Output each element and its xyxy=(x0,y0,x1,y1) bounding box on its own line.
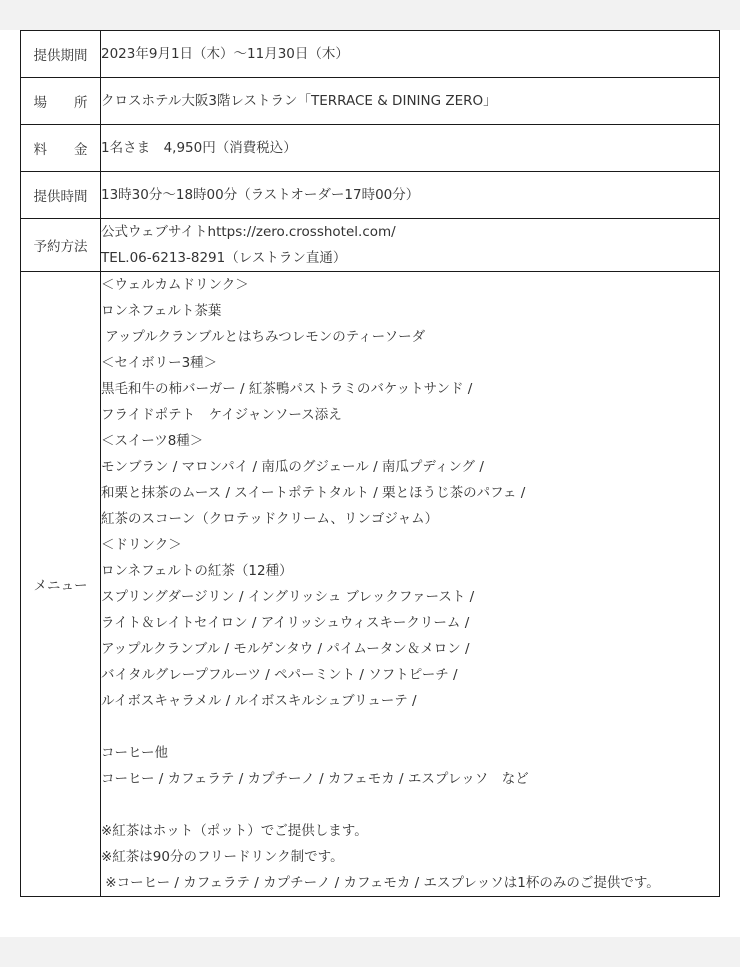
row-price xyxy=(21,125,720,172)
reservation-website[interactable]: 公式ウェブサイトhttps://zero.crosshotel.com/ xyxy=(101,224,396,240)
event-info-table xyxy=(20,30,720,897)
menu-line: アップルクランブルとはちみつレモンのティーソーダ xyxy=(101,329,426,345)
menu-line: ロンネフェルト茶葉 xyxy=(101,303,222,319)
menu-line: ＜スイーツ8種＞ xyxy=(101,433,204,449)
row-menu xyxy=(21,272,720,897)
label-hours: 提供時間 xyxy=(21,172,101,219)
label-period: 提供期間 xyxy=(21,31,101,78)
label-price: 料 金 xyxy=(21,125,101,172)
price-text: 1名さま 4,950円（消費税込） xyxy=(101,140,297,156)
row-hours xyxy=(21,172,720,219)
menu-line: モンブラン / マロンパイ / 南瓜のグジェール / 南瓜プディング / xyxy=(101,459,484,475)
menu-line: ロンネフェルトの紅茶（12種） xyxy=(101,563,293,579)
menu-line: ルイボスキャラメル / ルイボスキルシュブリューテ / xyxy=(101,693,417,709)
menu-line: ＜ドリンク＞ xyxy=(101,537,182,553)
menu-line: フライドポテト ケイジャンソース添え xyxy=(101,407,342,423)
menu-line: バイタルグレープフルーツ / ペパーミント / ソフトピーチ / xyxy=(101,667,458,683)
value-menu xyxy=(101,272,720,897)
location-text: クロスホテル大阪3階レストラン「TERRACE & DINING ZERO」 xyxy=(101,93,497,109)
period-text: 2023年9月1日（木）～11月30日（木） xyxy=(101,46,349,62)
menu-line: ＜セイボリー3種＞ xyxy=(101,355,218,371)
value-location xyxy=(101,78,720,125)
menu-line: アップルクランブル / モルゲンタウ / パイムータン＆メロン / xyxy=(101,641,470,657)
label-location: 場 所 xyxy=(21,78,101,125)
menu-line: ※コーヒー / カフェラテ / カプチーノ / カフェモカ / エスプレッソは1杯のみのご提供です。 xyxy=(101,875,660,891)
menu-line: ※紅茶はホット（ポット）でご提供します。 xyxy=(101,823,368,839)
label-reservation: 予約方法 xyxy=(21,219,101,272)
value-reservation xyxy=(101,219,720,272)
menu-line: コーヒー他 xyxy=(101,745,168,761)
menu-line: 和栗と抹茶のムース / スイートポテトタルト / 栗とほうじ茶のパフェ / xyxy=(101,485,526,501)
value-price xyxy=(101,125,720,172)
menu-line: ＜ウェルカムドリンク＞ xyxy=(101,277,249,293)
menu-line: 紅茶のスコーン（クロテッドクリーム、リンゴジャム） xyxy=(101,511,439,527)
value-period xyxy=(101,31,720,78)
hours-text: 13時30分～18時00分（ラストオーダー17時00分） xyxy=(101,187,420,203)
menu-line: ※紅茶は90分のフリードリンク制です。 xyxy=(101,849,344,865)
row-location xyxy=(21,78,720,125)
menu-line: 黒毛和牛の柿バーガー / 紅茶鴨パストラミのバケットサンド / xyxy=(101,381,473,397)
menu-line: スプリングダージリン / イングリッシュ ブレックファースト / xyxy=(101,589,475,605)
menu-line: コーヒー / カフェラテ / カプチーノ / カフェモカ / エスプレッソ など xyxy=(101,771,529,787)
label-menu: メニュー xyxy=(21,272,101,897)
value-hours xyxy=(101,172,720,219)
menu-line: ライト＆レイトセイロン / アイリッシュウィスキークリーム / xyxy=(101,615,470,631)
menu-blank-line xyxy=(101,714,719,740)
reservation-phone[interactable]: TEL.06-6213-8291（レストラン直通） xyxy=(101,250,347,266)
menu-blank-line xyxy=(101,792,719,818)
row-reservation xyxy=(21,219,720,272)
row-period xyxy=(21,31,720,78)
